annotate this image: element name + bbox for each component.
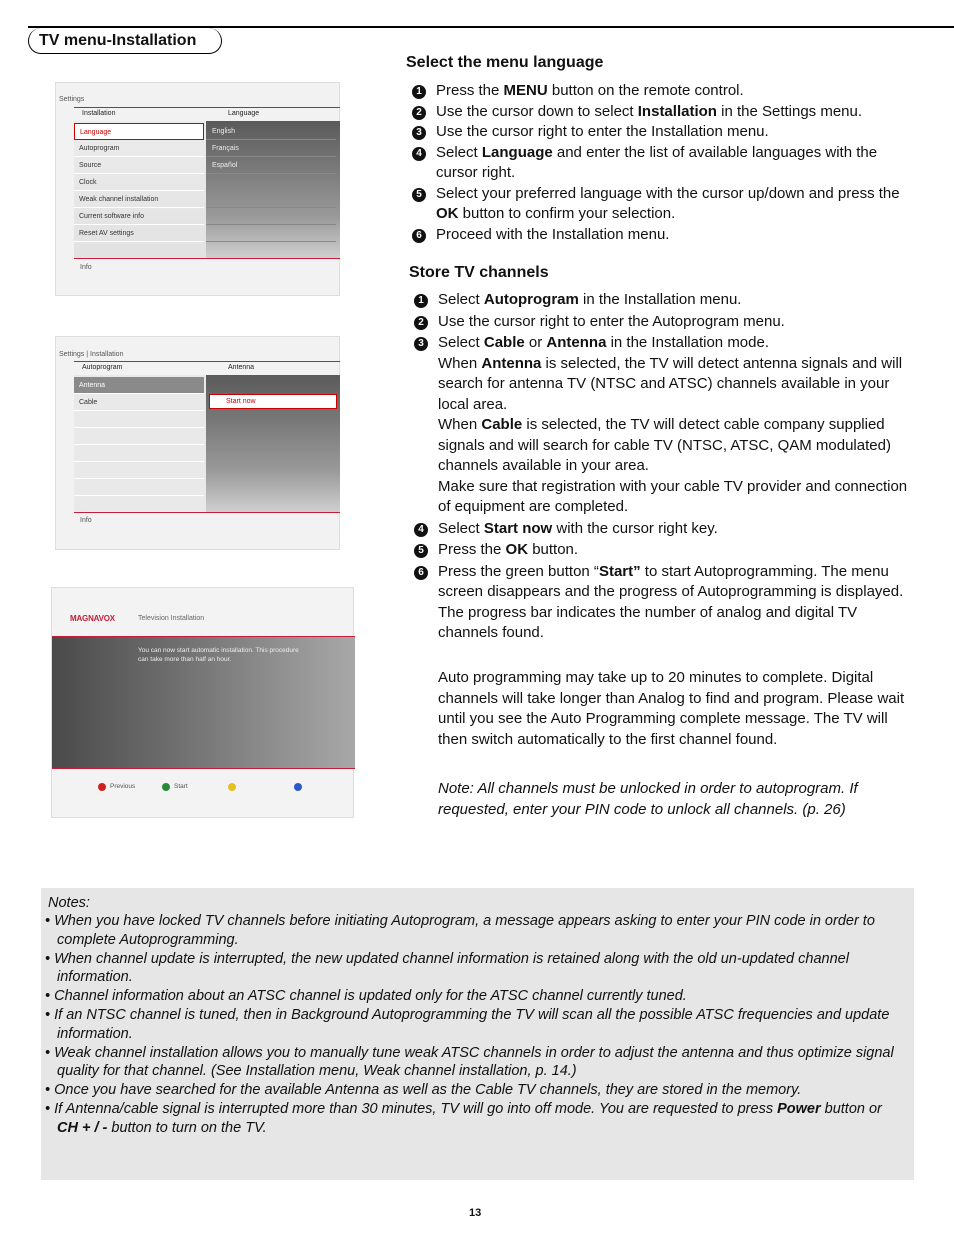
menu-item[interactable]: Reset AV settings [74,225,204,242]
breadcrumb: Settings [59,96,85,103]
bold-term: Autoprogram [483,291,579,308]
installation-message: You can now start automatic installation. This procedure can take more than half an hour. [138,647,299,663]
mode-item[interactable] [74,411,204,428]
text-run: Select [438,334,484,351]
text-run: Use the cursor right to enter the Autoprogram menu. [438,312,785,330]
bold-term: Cable [481,416,523,433]
step-item [408,333,913,518]
color-key-icon[interactable] [162,783,170,791]
step-item [406,122,906,143]
left-header: Autoprogram [82,364,123,371]
step-number-icon: 3 [412,126,426,140]
screenshot-autoprogram-menu [55,336,340,550]
step-number-icon: 3 [414,337,428,351]
note-item [45,1100,905,1138]
color-key-icon[interactable] [294,783,302,791]
step-item [406,81,906,102]
text-run: button. [528,541,579,558]
notes-box [41,888,914,1180]
language-option[interactable] [206,191,336,208]
step-number-icon: 5 [414,544,428,558]
note-item [45,987,905,1006]
footer-rule [74,258,340,259]
step-number-icon: 6 [414,566,428,580]
channels-heading: Store TV channels [409,264,549,281]
unlock-note: Note: All channels must be unlocked in order to autoprogram. If requested, enter your PIN code to unlock all channels. (p. 26) [438,780,858,818]
note-item [45,912,905,950]
step-item [406,143,906,184]
step-detail [438,415,913,477]
notes-list [45,912,905,1138]
text-run: to start Autoprogramming. The menu screen disappears and the progress of Autoprogramming is displayed. The progress bar indicates the number of analog and digital TV channels found. [438,562,904,641]
text-run: in the Installation mode. [606,334,770,351]
color-key-icon[interactable] [98,783,106,791]
text-run: button on the remote control. [547,82,744,99]
notes-heading: Notes: [48,895,90,911]
step-number-icon: 1 [414,294,428,308]
mode-item[interactable] [74,445,204,462]
message-panel [52,637,355,768]
bold-term: Installation [637,102,717,120]
mode-item[interactable] [74,462,204,479]
text-run: Select [436,143,482,161]
menu-item[interactable]: Language [74,123,204,140]
step-item [406,184,906,225]
footer-rule [52,768,355,769]
note-item [45,950,905,988]
step-number-icon: 2 [412,106,426,120]
language-option[interactable] [206,208,336,225]
text-run: is selected, the TV will detect antenna signals and will search for antenna TV (NTSC and ATSC) channels available in your local area. [438,354,903,413]
menu-item[interactable]: Weak channel installation [74,191,204,208]
text-run: When [438,354,482,372]
step-item [408,290,913,311]
header-rule [74,107,340,108]
bold-term: OK [505,541,529,558]
screenshot-television-installation [51,587,354,818]
step-number-icon: 1 [412,85,426,99]
text-run: and enter the list of available languages with the cursor right. [436,143,878,181]
language-heading: Select the menu language [406,54,604,71]
step-item [408,312,913,333]
text-run: • If Antenna/cable signal is interrupted more than 30 minutes, TV will go into off mode. You are requested to press [45,1100,778,1117]
note-item [45,1044,905,1082]
step-item [408,540,913,561]
step-detail [438,477,913,518]
text-run: Select [438,519,484,537]
text-run: • If an NTSC channel is tuned, then in Background Autoprogramming the TV will scan all the possible ATSC frequencies and update information. [45,1006,890,1042]
language-option[interactable]: English [206,123,336,140]
bold-term: Start” [598,562,641,580]
bold-term: Power [777,1100,821,1117]
section-title: TV menu-Installation [28,28,222,54]
step-item [406,225,906,246]
text-run: • Channel information about an ATSC channel is updated only for the ATSC channel currently tuned. [45,988,687,1005]
text-run: Press the green button “ [438,562,599,580]
color-key-icon[interactable] [228,783,236,791]
bold-term: Cable [483,334,525,351]
text-run: Select your preferred language with the cursor up/down and press the [436,184,900,202]
bold-term: CH + / - [57,1119,108,1136]
installation-title: Television Installation [138,615,205,622]
bold-term: MENU [503,82,548,99]
bold-term: Start now [483,519,553,537]
text-run: Select [438,291,484,308]
menu-item[interactable]: Autoprogram [74,140,204,157]
header-rule [74,361,340,362]
mode-item[interactable] [74,479,204,496]
text-run: is selected, the TV will detect cable company supplied signals and will search for cable TV (NTSC, ATSC, QAM modulated) channels available in your area. [438,416,891,474]
mode-item[interactable] [74,428,204,445]
menu-item[interactable]: Source [74,157,204,174]
autoprogram-duration-paragraph: Auto programming may take up to 20 minutes to complete. Digital channels will take longer than Analog to find and program. Please wait until you see the Auto Programming complete message. The TV will then switch automatically to the first channel found. [438,669,905,748]
info-label: Info [80,517,92,524]
language-option[interactable] [206,225,336,242]
language-option[interactable] [206,174,336,191]
text-run: Use the cursor right to enter the Installation menu. [436,123,769,140]
page-number: 13 [469,1207,482,1219]
color-key-label: Start [174,783,188,790]
note-item [45,1081,905,1100]
step-item [406,102,906,123]
step-detail [438,354,913,416]
step-item [408,519,913,540]
footer-rule [74,512,340,513]
language-option[interactable]: Español [206,157,336,174]
bold-term: Antenna [481,354,542,372]
right-header: Antenna [228,364,255,371]
text-run: • When channel update is interrupted, the new updated channel information is retained along with the old un-updated channel information. [45,950,849,986]
info-label: Info [80,264,92,271]
text-run: When [438,416,482,433]
text-run: • Weak channel installation allows you to manually tune weak ATSC channels in order to adjust the antenna and thus optimize signal quality for that channel. (See Installation menu, Weak channel installation, p. 14.) [45,1044,894,1080]
text-run: Press the [438,541,506,558]
action-panel [206,375,340,512]
mode-item[interactable]: Antenna [74,377,204,394]
text-run: in the Installation menu. [578,291,742,308]
text-run: • When you have locked TV channels before initiating Autoprogram, a message appears asking to enter your PIN code in order to complete Autoprogramming. [45,913,875,948]
text-run: with the cursor right key. [552,519,718,537]
text-run: button or [820,1100,882,1117]
note-item [45,1006,905,1044]
mode-item[interactable]: Cable [74,394,204,411]
text-run: button to turn on the TV. [107,1119,267,1136]
options-list [206,121,340,258]
left-header: Installation [82,110,116,117]
bold-term: OK [436,205,459,222]
breadcrumb: Settings | Installation [59,351,124,358]
language-option[interactable]: Français [206,140,336,157]
step-number-icon: 5 [412,188,426,202]
text-run: Use the cursor down to select [436,102,638,120]
bold-term: Language [481,143,553,161]
menu-list [74,121,206,258]
bold-term: Antenna [546,334,607,351]
language-steps [406,81,906,245]
menu-item[interactable]: Clock [74,174,204,191]
text-run: • Once you have searched for the available Antenna as well as the Cable TV channels, they are stored in the memory. [45,1082,802,1099]
channels-steps [408,290,913,645]
step-number-icon: 2 [414,316,428,330]
text-run: Proceed with the Installation menu. [436,225,670,243]
color-key-label: Previous [110,783,136,790]
text-run: button to confirm your selection. [458,205,676,222]
right-header: Language [228,110,260,117]
screenshot-language-menu [55,82,340,296]
mode-list [74,375,206,512]
step-number-icon: 4 [414,523,428,537]
text-run: in the Settings menu. [716,102,863,120]
text-run: Press the [436,82,504,99]
text-run: or [524,334,547,351]
step-number-icon: 6 [412,229,426,243]
step-number-icon: 4 [412,147,426,161]
brand-logo: MAGNAVOX [70,614,115,623]
text-run: Make sure that registration with your cable TV provider and connection of equipment are completed. [438,477,908,515]
start-now-button[interactable]: Start now [209,394,337,409]
step-item [408,562,913,644]
menu-item[interactable]: Current software info [74,208,204,225]
